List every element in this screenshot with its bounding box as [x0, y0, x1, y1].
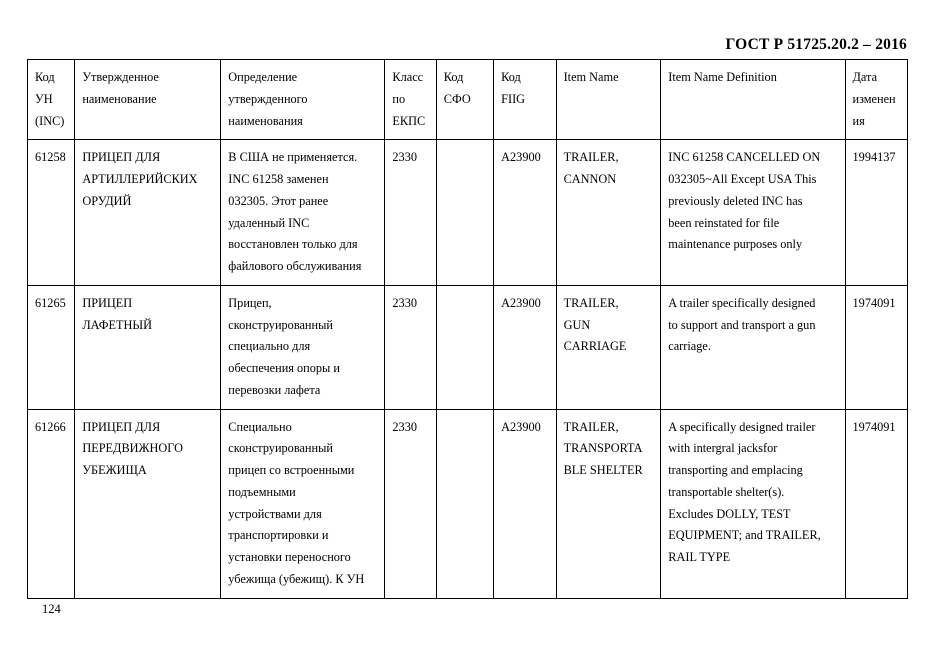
header-line: УН	[35, 91, 53, 106]
cell-fiig: A23900	[494, 409, 556, 598]
text-line: ОРУДИЙ	[82, 193, 132, 208]
text-line: A specifically designed trailer	[668, 419, 816, 434]
header-cell-ekps	[385, 60, 436, 140]
header-line: Класс	[392, 70, 424, 84]
cell-definition	[221, 140, 385, 286]
page-number: 124	[42, 602, 61, 616]
text-line: A trailer specifically designed	[668, 295, 816, 310]
cell-ekps: 2330	[385, 140, 436, 286]
cell-approved-name	[75, 409, 221, 598]
text-line: 032305. Этот ранее	[228, 193, 329, 208]
cell-item-name-definition	[661, 285, 845, 409]
text-line: 032305~All Except USA This	[668, 172, 817, 186]
header-line: Код	[35, 70, 55, 84]
cell-approved-name	[75, 285, 221, 409]
cell-item-name-definition	[661, 409, 845, 598]
cell-change-date: 1974091	[845, 285, 907, 409]
header-line: Item Name Definition	[668, 70, 777, 84]
header-cell-inc	[28, 60, 75, 140]
header-cell-sfo	[436, 60, 493, 140]
header-line: СФО	[443, 91, 471, 106]
text-line: CANNON	[563, 172, 617, 186]
text-line: транспортировки и	[228, 528, 329, 543]
cell-change-date: 1994137	[845, 140, 907, 286]
header-cell-item-name	[556, 60, 661, 140]
text-line: INC 61258 заменен	[228, 172, 329, 186]
cell-item-name	[556, 140, 661, 286]
text-line: GUN	[563, 317, 591, 332]
text-line: Прицеп,	[228, 295, 272, 310]
header-line: Item Name	[563, 70, 619, 84]
text-line: файлового обслуживания	[228, 259, 362, 273]
text-line: Excludes DOLLY, TEST	[668, 506, 791, 521]
text-line: with intergral jacksfor	[668, 441, 778, 456]
text-line: transportable shelter(s).	[668, 484, 785, 499]
text-line: ПРИЦЕП	[82, 295, 133, 310]
text-line: previously deleted INC has	[668, 193, 803, 208]
text-line: перевозки лафета	[228, 382, 321, 397]
header-cell-approved-name	[75, 60, 221, 140]
text-line: сконструированный	[228, 317, 333, 332]
table-header-row	[28, 60, 908, 140]
cell-definition	[221, 285, 385, 409]
text-line: RAIL TYPE	[668, 550, 731, 564]
header-cell-fiig	[494, 60, 556, 140]
text-line: EQUIPMENT; and TRAILER,	[668, 528, 821, 543]
text-line: TRAILER,	[563, 150, 619, 165]
header-line: FIIG	[501, 91, 526, 106]
text-line: обеспечения опоры и	[228, 361, 340, 375]
table-row	[28, 140, 908, 286]
text-line: восстановлен только для	[228, 237, 358, 252]
text-line: ПРИЦЕП ДЛЯ	[82, 419, 161, 434]
cell-fiig: A23900	[494, 285, 556, 409]
cell-item-name	[556, 285, 661, 409]
text-line: TRANSPORTA	[563, 441, 643, 456]
header-cell-change-date	[845, 60, 907, 140]
header-line: наименование	[82, 91, 157, 106]
text-line: УБЕЖИЩА	[82, 463, 147, 477]
text-line: устройствами для	[228, 506, 322, 521]
text-line: INC 61258 CANCELLED ON	[668, 150, 821, 165]
header-line: изменен	[852, 91, 896, 106]
text-line: CARRIAGE	[563, 339, 627, 354]
header-line: ия	[852, 113, 865, 128]
text-line: to support and transport a gun	[668, 317, 816, 332]
text-line: ПЕРЕДВИЖНОГО	[82, 441, 183, 456]
header-line: Определение	[228, 70, 298, 84]
header-line: по	[392, 91, 406, 106]
header-line: наименования	[228, 113, 303, 128]
text-line: убежища (убежищ). К УН	[228, 571, 365, 586]
cell-inc: 61258	[28, 140, 75, 286]
cell-change-date: 1974091	[845, 409, 907, 598]
table-row	[28, 285, 908, 409]
header-line: Дата	[852, 70, 878, 84]
text-line: прицеп со встроенными	[228, 463, 355, 477]
standard-header: ГОСТ Р 51725.20.2 – 2016	[725, 36, 907, 53]
cell-sfo	[436, 285, 493, 409]
inc-catalog-table	[27, 59, 908, 599]
text-line: TRAILER,	[563, 419, 619, 434]
cell-definition	[221, 409, 385, 598]
text-line: подъемными	[228, 484, 296, 499]
cell-ekps: 2330	[385, 409, 436, 598]
text-line: BLE SHELTER	[563, 463, 643, 477]
text-line: АРТИЛЛЕРИЙСКИХ	[82, 172, 198, 186]
header-line: Код	[443, 70, 464, 84]
cell-ekps: 2330	[385, 285, 436, 409]
header-cell-definition	[221, 60, 385, 140]
text-line: carriage.	[668, 339, 711, 354]
text-line: been reinstated for file	[668, 215, 780, 230]
cell-sfo	[436, 409, 493, 598]
header-cell-item-name-definition	[661, 60, 845, 140]
text-line: TRAILER,	[563, 295, 619, 310]
text-line: удаленный INC	[228, 215, 310, 230]
cell-approved-name	[75, 140, 221, 286]
text-line: специально для	[228, 339, 311, 354]
cell-sfo	[436, 140, 493, 286]
cell-inc: 61266	[28, 409, 75, 598]
table-row	[28, 409, 908, 598]
text-line: maintenance purposes only	[668, 237, 803, 252]
cell-fiig: A23900	[494, 140, 556, 286]
text-line: сконструированный	[228, 441, 333, 456]
header-line: утвержденного	[228, 91, 308, 106]
text-line: ЛАФЕТНЫЙ	[82, 317, 152, 332]
cell-item-name	[556, 409, 661, 598]
header-line: Код	[501, 70, 521, 84]
table-body	[28, 140, 908, 598]
cell-item-name-definition	[661, 140, 845, 286]
text-line: transporting and emplacing	[668, 463, 803, 477]
text-line: В США не применяется.	[228, 150, 358, 165]
header-line: Утвержденное	[82, 70, 159, 84]
cell-inc: 61265	[28, 285, 75, 409]
text-line: ПРИЦЕП ДЛЯ	[82, 150, 161, 165]
text-line: установки переносного	[228, 550, 351, 564]
text-line: Специально	[228, 419, 292, 434]
header-line: (INC)	[35, 113, 65, 128]
header-line: ЕКПС	[392, 113, 426, 128]
